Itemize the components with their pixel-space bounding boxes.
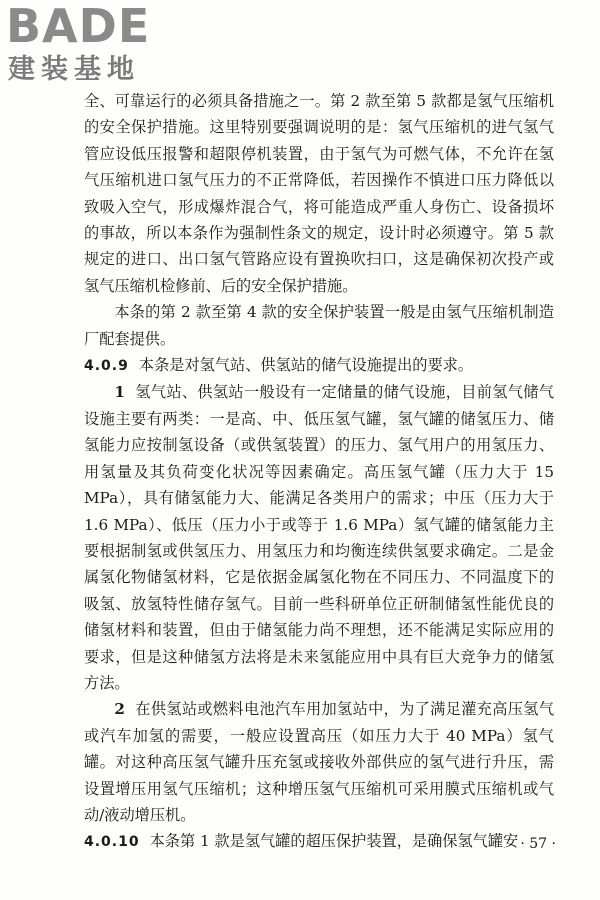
item-paragraph — [84, 379, 554, 696]
body-text — [84, 88, 554, 856]
clause-number: 4.0.9 — [84, 358, 129, 375]
paragraph-text: 本条是对氢气站、供氢站的储气设施提出的要求。 — [138, 356, 473, 375]
logo-brand: BADE — [6, 0, 151, 53]
paragraph — [84, 299, 554, 352]
paragraph-text: 氢气站、供氢站一般设有一定储量的储气设施，目前氢气储气设施主要有两类：一是高、中、低压氢气罐，氢气罐的储氢压力、储氢能力应按制氢设备（或供氢装置）的压力、氢气用户的用氢压力、用氢量及其负荷变化状况等因素确定。高压氢气罐（压力大于 15 MPa），具有储氢能力大、能满足各类用户的需求；中压（压力大于 1.6 MPa）、低压（压力小于或等于 1.6 MPa）氢气罐的储氢能力主要根据制氢或供氢压力、用氢压力和均衡连续供氢要求确定。二是金属氢化物储氢材料，它是依据金属氢化物在不同压力、不同温度下的吸氢、放氢特性储存氢气。目前一些科研单位正研制储氢性能优良的储氢材料和装置，但由于储氢能力尚不理想，还不能满足实际应用的要求，但是这种储氢方法将是未来氢能应用中具有巨大竞争力的储氢方法。 — [84, 383, 554, 692]
paragraph-text: 本条第 1 款是氢气罐的超压保护装置，是确保氢气罐安 — [149, 832, 519, 851]
item-number: 2 — [114, 700, 125, 719]
paragraph-continuation — [84, 88, 554, 299]
paragraph-text: 全、可靠运行的必须具备措施之一。第 2 款至第 5 款都是氢气压缩机的安全保护措施。这里特别要强调说明的是：氢气压缩机的进气氢气管应设低压报警和超限停机装置，由于氢气为可燃气体，不允许在氢气压缩机进口氢气压力的不正常降低，若因操作不慎进口压力降低以致吸入空气，形成爆炸混合气，将可能造成严重人身伤亡、设备损坏的事故，所以本条作为强制性条文的规定，设计时必须遵守。第 5 款规定的进口、出口氢气管路应设有置换吹扫口，这是确保初次投产或氢气压缩机检修前、后的安全保护措施。 — [84, 92, 554, 295]
clause-paragraph — [84, 352, 554, 379]
paragraph-text: 在供氢站或燃料电池汽车用加氢站中，为了满足灌充高压氢气或汽车加氢的需要，一般应设置高压（如压力大于 40 MPa）氢气罐。对这种高压氢气罐升压充氢或接收外部供应的氢气进行升压，需设置增压用氢气压缩机；这种增压氢气压缩机可采用膜式压缩机或气动/液动增压机。 — [84, 700, 554, 824]
clause-paragraph — [84, 828, 554, 855]
watermark-logo — [6, 2, 176, 92]
item-paragraph — [84, 696, 554, 828]
paragraph-text: 本条的第 2 款至第 4 款的安全保护装置一般是由氢气压缩机制造厂配套提供。 — [84, 303, 554, 348]
page-number: · 57 · — [520, 836, 556, 852]
clause-number: 4.0.10 — [84, 834, 140, 851]
item-number: 1 — [114, 383, 125, 402]
logo-subtitle: 建装基地 — [8, 54, 140, 85]
